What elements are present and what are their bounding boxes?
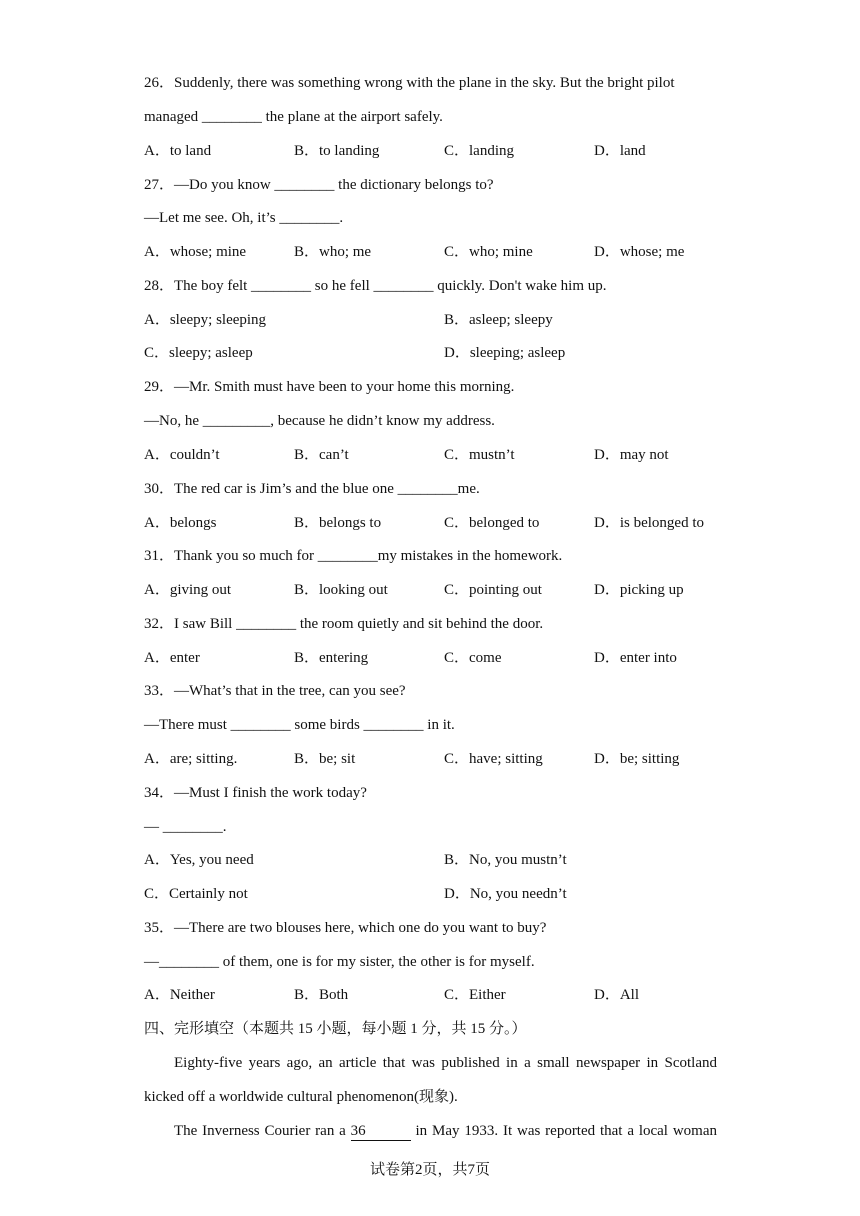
q27-option-c: C．who; mine — [444, 244, 533, 260]
q28-option-d: D．sleeping; asleep — [444, 345, 566, 361]
cloze-blank-36: 36 — [351, 1123, 411, 1141]
question-29-line-2: —No, he _________, because he didn’t know my address. — [144, 413, 495, 429]
q31-option-a: A．giving out — [144, 582, 232, 598]
q30-option-c: C．belonged to — [444, 515, 540, 531]
q27-option-b: B．who; me — [294, 244, 372, 260]
question-35-line-1: 35．—There are two blouses here, which one do you want to buy? — [144, 920, 547, 936]
q33-option-a: A．are; sitting. — [144, 751, 238, 767]
q34-option-a: A．Yes, you need — [144, 852, 254, 868]
question-33-line-2: —There must ________ some birds ________ in it. — [144, 717, 455, 733]
question-27-line-2: —Let me see. Oh, it’s ________. — [144, 210, 344, 226]
q32-option-d: D．enter into — [594, 650, 677, 666]
passage-p1-line-1: Eighty-five years ago, an article that was published in a small newspaper in Scotland — [174, 1055, 717, 1071]
q29-option-a: A．couldn’t — [144, 447, 220, 463]
question-32-line-1: 32．I saw Bill ________ the room quietly and sit behind the door. — [144, 616, 544, 632]
q33-option-b: B．be; sit — [294, 751, 356, 767]
question-34-line-2: — ________. — [144, 819, 227, 835]
q33-option-d: D．be; sitting — [594, 751, 680, 767]
q28-option-c: C．sleepy; asleep — [144, 345, 253, 361]
q32-option-c: C．come — [444, 650, 502, 666]
page-footer: 试卷第2页，共7页 — [369, 1162, 490, 1178]
question-31-line-1: 31．Thank you so much for ________my mistakes in the homework. — [144, 548, 563, 564]
q35-option-a: A．Neither — [144, 987, 215, 1003]
q27-option-a: A．whose; mine — [144, 244, 247, 260]
question-34-line-1: 34．—Must I finish the work today? — [144, 785, 367, 801]
question-29-line-1: 29．—Mr. Smith must have been to your home this morning. — [144, 379, 515, 395]
question-35-line-2: —________ of them, one is for my sister, the other is for myself. — [144, 954, 535, 970]
q31-option-b: B．looking out — [294, 582, 388, 598]
q27-option-d: D．whose; me — [594, 244, 685, 260]
q30-option-b: B．belongs to — [294, 515, 382, 531]
q34-option-d: D．No, you needn’t — [444, 886, 567, 902]
q32-option-a: A．enter — [144, 650, 200, 666]
q31-option-d: D．picking up — [594, 582, 684, 598]
q26-option-b: B．to landing — [294, 143, 380, 159]
question-26-line-2: managed ________ the plane at the airport safely. — [144, 109, 443, 125]
question-27-line-1: 27．—Do you know ________ the dictionary belongs to? — [144, 177, 494, 193]
q32-option-b: B．entering — [294, 650, 369, 666]
q30-option-d: D．is belonged to — [594, 515, 704, 531]
q29-option-b: B．can’t — [294, 447, 349, 463]
q29-option-c: C．mustn’t — [444, 447, 515, 463]
passage-p2-text-before: The Inverness Courier ran a — [174, 1123, 351, 1139]
q34-option-b: B．No, you mustn’t — [444, 852, 567, 868]
question-28-line-1: 28．The boy felt ________ so he fell ________ quickly. Don't wake him up. — [144, 278, 607, 294]
question-30-line-1: 30．The red car is Jim’s and the blue one ________me. — [144, 481, 480, 497]
q26-option-a: A．to land — [144, 143, 212, 159]
q29-option-d: D．may not — [594, 447, 669, 463]
q33-option-c: C．have; sitting — [444, 751, 543, 767]
section-heading: 四、完形填空（本题共 15 小题，每小题 1 分，共 15 分。） — [144, 1021, 527, 1037]
q28-option-a: A．sleepy; sleeping — [144, 312, 267, 328]
q35-option-b: B．Both — [294, 987, 349, 1003]
q26-option-d: D．land — [594, 143, 646, 159]
question-26-line-1: 26．Suddenly, there was something wrong with the plane in the sky. But the bright pilot — [144, 75, 675, 91]
q35-option-d: D．All — [594, 987, 640, 1003]
passage-p2-line-1 — [174, 1121, 717, 1141]
q34-option-c: C．Certainly not — [144, 886, 248, 902]
q35-option-c: C．Either — [444, 987, 506, 1003]
q30-option-a: A．belongs — [144, 515, 217, 531]
q26-option-c: C．landing — [444, 143, 514, 159]
passage-p1-line-2: kicked off a worldwide cultural phenomenon(现象). — [144, 1089, 458, 1105]
q28-option-b: B．asleep; sleepy — [444, 312, 553, 328]
passage-p2-text-after: in May 1933. It was reported that a local woman — [410, 1123, 717, 1139]
q31-option-c: C．pointing out — [444, 582, 542, 598]
question-33-line-1: 33．—What’s that in the tree, can you see? — [144, 683, 406, 699]
